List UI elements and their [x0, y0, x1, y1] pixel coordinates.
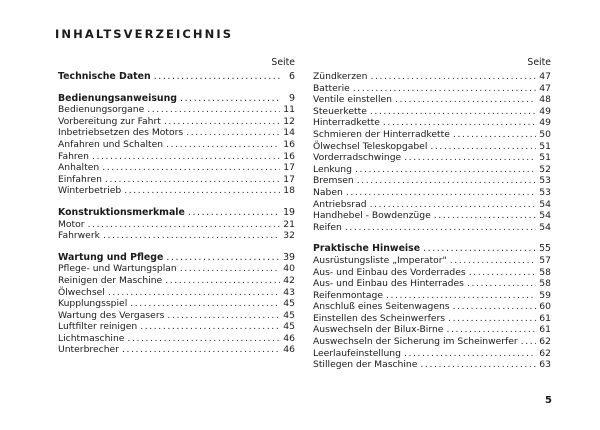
toc-entry — [58, 139, 295, 151]
toc-entry-page: 54 — [539, 210, 551, 222]
toc-section-heading — [58, 71, 295, 83]
toc-entry-page: 40 — [283, 263, 295, 275]
toc-entry — [58, 275, 295, 287]
toc-entry-page: 47 — [539, 71, 551, 82]
toc-entry-page: 52 — [539, 163, 551, 175]
toc-right-column — [313, 57, 551, 371]
dot-leader — [124, 185, 280, 197]
toc-entry-page: 42 — [283, 274, 295, 286]
seite-column-label: Seite — [271, 57, 295, 68]
toc-entry-label: Stillegen der Maschine — [313, 359, 418, 371]
toc-entry — [313, 83, 551, 95]
toc-entry — [313, 313, 551, 325]
dot-leader — [92, 151, 280, 163]
toc-entry — [58, 298, 295, 310]
toc-entry — [313, 348, 551, 360]
toc-entry-page: 45 — [283, 309, 295, 321]
toc-list-right — [313, 71, 551, 371]
section-spacer — [58, 83, 295, 93]
toc-entry — [313, 164, 551, 176]
toc-entry — [58, 230, 295, 242]
toc-entry — [58, 127, 295, 139]
dot-leader — [188, 207, 280, 219]
dot-leader — [346, 187, 536, 199]
toc-section-heading — [58, 252, 295, 264]
toc-entry-label: Leerlaufeinstellung — [313, 347, 401, 359]
dot-leader — [370, 106, 536, 118]
dot-leader — [167, 310, 280, 322]
dot-leader — [105, 174, 280, 186]
toc-section-heading — [58, 93, 295, 105]
toc-entry-label: Reifenmontage — [313, 289, 383, 301]
dot-leader — [404, 152, 536, 164]
toc-entry-page: 6 — [289, 71, 295, 82]
toc-entry-page: 59 — [539, 289, 551, 301]
toc-entry-label: Batterie — [313, 82, 350, 94]
toc-entry-page: 32 — [283, 230, 295, 242]
toc-entry — [313, 175, 551, 187]
dot-leader — [164, 116, 280, 128]
toc-entry — [313, 336, 551, 348]
toc-entry-label: Konstruktionsmerkmale — [58, 206, 185, 218]
dot-leader — [130, 298, 280, 310]
dot-leader — [469, 267, 536, 279]
toc-entry-page: 47 — [539, 82, 551, 94]
dot-leader — [353, 83, 536, 95]
toc-entry-page: 51 — [539, 140, 551, 152]
section-spacer — [313, 233, 551, 243]
toc-entry-page: 61 — [539, 312, 551, 324]
toc-entry-label: Kupplungsspiel — [58, 298, 128, 310]
toc-entry — [313, 141, 551, 153]
toc-entry-label: Hinterradkette — [313, 117, 380, 129]
toc-entry-label: Bedienungsanweisung — [58, 92, 177, 104]
dot-leader — [122, 344, 280, 356]
page-title: INHALTSVERZEICHNIS — [55, 27, 234, 41]
toc-entry-label: Lichtmaschine — [58, 332, 125, 344]
toc-entry-page: 39 — [283, 251, 295, 263]
dot-leader — [165, 275, 280, 287]
toc-list-left — [58, 71, 295, 356]
toc-entry — [313, 94, 551, 106]
toc-entry-page: 62 — [539, 347, 551, 359]
dot-leader — [453, 129, 536, 141]
toc-entry-label: Zündkerzen — [313, 71, 368, 82]
toc-entry-page: 62 — [539, 336, 551, 348]
toc-entry-page: 11 — [283, 104, 295, 116]
toc-entry-label: Auswechseln der Bilux-Birne — [313, 324, 444, 336]
toc-entry-label: Ventile einstellen — [313, 94, 392, 106]
toc-entry-label: Inbetriebsetzen des Motors — [58, 127, 184, 139]
toc-entry-page: 63 — [539, 359, 551, 371]
dot-leader — [140, 321, 280, 333]
toc-entry-page: 61 — [539, 324, 551, 336]
toc-entry-page: 54 — [539, 221, 551, 233]
toc-entry — [313, 187, 551, 199]
toc-entry-label: Bedienungsorgane — [58, 104, 145, 116]
toc-entry — [58, 333, 295, 345]
toc-entry — [313, 359, 551, 371]
toc-entry-label: Unterbrecher — [58, 344, 119, 356]
toc-entry-label: Winterbetrieb — [58, 185, 122, 197]
toc-entry-label: Aus- und Einbau des Hinterrades — [313, 278, 464, 290]
toc-entry-page: 46 — [283, 332, 295, 344]
toc-entry — [58, 263, 295, 275]
toc-entry-label: Bremsen — [313, 175, 354, 187]
toc-entry-label: Wartung und Pflege — [58, 251, 164, 263]
section-spacer — [58, 197, 295, 207]
toc-entry — [58, 344, 295, 356]
toc-entry-page: 9 — [289, 92, 295, 104]
toc-entry-label: Anfahren und Schalten — [58, 138, 164, 150]
dot-leader — [345, 222, 536, 234]
toc-entry — [313, 324, 551, 336]
toc-section-heading — [313, 243, 551, 255]
toc-entry-label: Fahren — [58, 150, 89, 162]
toc-entry-page: 18 — [283, 185, 295, 197]
dot-leader — [186, 127, 280, 139]
toc-entry-label: Wartung des Vergasers — [58, 309, 165, 321]
toc-entry-page: 57 — [539, 254, 551, 266]
toc-entry-page: 17 — [283, 162, 295, 174]
toc-entry-page: 45 — [283, 298, 295, 310]
toc-entry-label: Naben — [313, 186, 343, 198]
toc-entry-label: Einfahren — [58, 173, 102, 185]
dot-leader — [383, 117, 536, 129]
toc-entry-label: Pflege- und Wartungsplan — [58, 263, 177, 275]
toc-entry-label: Fahrwerk — [58, 230, 100, 242]
toc-entry — [58, 219, 295, 231]
toc-entry-label: Einstellen des Scheinwerfers — [313, 312, 446, 324]
toc-entry — [58, 185, 295, 197]
dot-leader — [355, 164, 536, 176]
dot-leader — [453, 301, 536, 313]
dot-leader — [180, 263, 280, 275]
toc-entry-label: Handhebel - Bowdenzüge — [313, 210, 431, 222]
toc-entry-label: Reifen — [313, 221, 342, 233]
toc-entry-label: Reinigen der Maschine — [58, 274, 163, 286]
toc-entry — [313, 71, 551, 83]
toc-entry-page: 58 — [539, 278, 551, 290]
dot-leader — [448, 313, 536, 325]
dot-leader — [102, 162, 280, 174]
toc-entry-page: 12 — [283, 115, 295, 127]
dot-leader — [404, 348, 536, 360]
dot-leader — [521, 336, 536, 348]
toc-entry-label: Steuerkette — [313, 105, 367, 117]
toc-entry — [313, 199, 551, 211]
toc-entry-page: 43 — [283, 286, 295, 298]
toc-entry-label: Anschluß eines Seitenwagens — [313, 301, 450, 313]
toc-entry-page: 16 — [283, 150, 295, 162]
toc-entry-page: 58 — [539, 266, 551, 278]
dot-leader — [103, 230, 280, 242]
dot-leader — [423, 243, 536, 255]
toc-entry — [313, 290, 551, 302]
toc-entry — [313, 117, 551, 129]
toc-entry-label: Antriebsrad — [313, 198, 367, 210]
toc-entry-label: Technische Daten — [58, 71, 151, 82]
dot-leader — [127, 333, 280, 345]
toc-entry-page: 45 — [283, 321, 295, 333]
toc-entry — [58, 321, 295, 333]
toc-entry-label: Aus- und Einbau des Vorderrades — [313, 266, 466, 278]
dot-leader — [88, 219, 280, 231]
toc-entry — [58, 287, 295, 299]
toc-entry-page: 46 — [283, 344, 295, 356]
dot-leader — [370, 199, 536, 211]
toc-entry — [58, 151, 295, 163]
toc-left-column — [58, 57, 295, 356]
toc-entry — [313, 267, 551, 279]
seite-column-label: Seite — [527, 57, 551, 68]
toc-entry-page: 48 — [539, 94, 551, 106]
dot-leader — [147, 104, 280, 116]
toc-entry-label: Motor — [58, 218, 85, 230]
toc-entry-label: Schmieren der Hinterradkette — [313, 128, 450, 140]
toc-entry — [58, 162, 295, 174]
page-number: 5 — [545, 395, 552, 406]
toc-entry-label: Auswechseln der Sicherung im Scheinwerfer — [313, 336, 518, 348]
dot-leader — [467, 278, 536, 290]
toc-entry — [313, 129, 551, 141]
toc-entry-page: 14 — [283, 127, 295, 139]
toc-entry — [313, 255, 551, 267]
toc-entry-label: Praktische Hinweise — [313, 243, 421, 255]
toc-entry-label: Ölwechsel — [58, 286, 105, 298]
toc-entry-page: 17 — [283, 173, 295, 185]
toc-entry-page: 16 — [283, 138, 295, 150]
dot-leader — [166, 252, 280, 264]
dot-leader — [450, 255, 536, 267]
dot-leader — [434, 210, 536, 222]
dot-leader — [180, 93, 280, 105]
dot-leader — [395, 94, 536, 106]
toc-entry-page: 60 — [539, 301, 551, 313]
toc-entry — [313, 106, 551, 118]
toc-entry-label: Lenkung — [313, 163, 352, 175]
toc-entry-label: Anhalten — [58, 162, 100, 174]
dot-leader — [371, 71, 537, 83]
dot-leader — [446, 324, 536, 336]
section-spacer — [58, 242, 295, 252]
toc-entry — [313, 301, 551, 313]
toc-entry-page: 50 — [539, 128, 551, 140]
toc-entry-page: 19 — [283, 206, 295, 218]
toc-entry — [313, 152, 551, 164]
toc-section-heading — [58, 207, 295, 219]
toc-entry — [313, 222, 551, 234]
toc-entry — [313, 210, 551, 222]
dot-leader — [420, 359, 536, 371]
toc-entry — [58, 174, 295, 186]
toc-entry — [58, 104, 295, 116]
toc-entry-label: Vorderradschwinge — [313, 152, 402, 164]
toc-entry-label: Ölwechsel Teleskopgabel — [313, 140, 428, 152]
toc-entry-page: 53 — [539, 186, 551, 198]
toc-entry-page: 49 — [539, 105, 551, 117]
dot-leader — [108, 287, 280, 299]
toc-entry-label: Luftfilter reinigen — [58, 321, 138, 333]
dot-leader — [357, 175, 536, 187]
toc-entry-page: 55 — [539, 243, 551, 255]
dot-leader — [154, 71, 280, 83]
toc-entry-page: 53 — [539, 175, 551, 187]
toc-entry-page: 49 — [539, 117, 551, 129]
toc-entry-page: 21 — [283, 218, 295, 230]
toc-entry-label: Ausrüstungsliste „Imperator" — [313, 254, 447, 266]
toc-entry-page: 51 — [539, 152, 551, 164]
toc-entry — [58, 116, 295, 128]
toc-entry-page: 54 — [539, 198, 551, 210]
dot-leader — [166, 139, 280, 151]
dot-leader — [386, 290, 536, 302]
toc-entry-label: Vorbereitung zur Fahrt — [58, 115, 161, 127]
dot-leader — [430, 141, 536, 153]
toc-entry — [58, 310, 295, 322]
toc-entry — [313, 278, 551, 290]
